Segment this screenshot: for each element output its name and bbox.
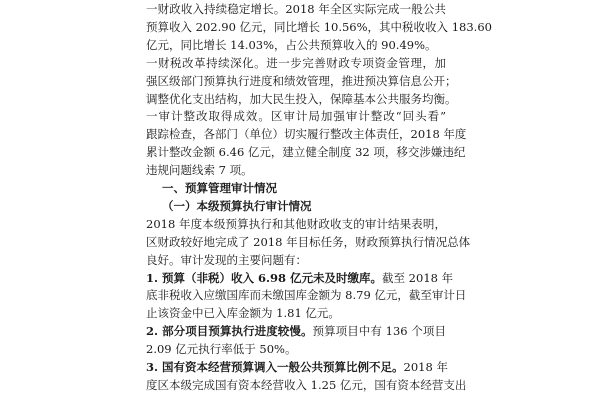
- item3-first-line: [146, 360, 446, 374]
- body-line-1: 2018 年度本级预算执行和其他财政收支的审计结果表明，: [146, 217, 446, 231]
- item1-line-3: 止该资金中已入库金额为 1.81 亿元。: [146, 306, 340, 320]
- item2-line-2: 2.09 亿元执行率低于 50%。: [146, 342, 297, 356]
- item3-rest-text: 2018 年: [403, 360, 448, 374]
- intro-line-9: 累计整改金额 6.46 亿元，建立健全制度 32 项，移交涉嫌违纪: [146, 145, 466, 159]
- intro-line-6: 调整优化支出结构，加大民生投入，保障基本公共服务均衡。: [146, 92, 457, 106]
- intro-line-2: 预算收入 202.90 亿元，同比增长 10.56%，其中税收收入 183.60: [146, 20, 492, 34]
- item2-first-line: [146, 324, 446, 338]
- intro-line-1: 一财政收入持续稳定增长。2018 年全区实际完成一般公共: [146, 2, 446, 16]
- intro-line-8: 跟踪检查，各部门（单位）切实履行整改主体责任，2018 年度: [146, 127, 467, 141]
- item1-line-2: 底非税收入应缴国库而未缴国库金额为 8.79 亿元，截至审计日: [146, 288, 467, 302]
- intro-line-5: 强区级部门预算执行进度和绩效管理，推进预决算信息公开；: [146, 74, 457, 88]
- item3-line-2: 度区本级完成国有资本经营收入 1.25 亿元，国有资本经营支出: [146, 378, 467, 392]
- item1-bold-text: 1. 预算（非税）收入 6.98 亿元未及时缴库。: [146, 271, 383, 285]
- intro-line-7: 一审计整改取得成效。区审计局加强审计整改“回头看”: [146, 109, 446, 123]
- intro-line-10: 违规问题线索 7 项。: [146, 163, 253, 177]
- body-line-2: 区财政较好地完成了 2018 年目标任务，财政预算执行情况总体: [146, 235, 471, 249]
- item2-rest-text: 预算项目中有 136 个项目: [312, 324, 446, 338]
- item2-bold-text: 2. 部分项目预算执行进度较慢。: [146, 324, 313, 338]
- subsection-heading: （一）本级预算执行审计情况: [162, 199, 312, 213]
- item1-rest-text: 截至 2018 年: [382, 271, 454, 285]
- intro-line-3: 亿元，同比增长 14.03%，占公共预算收入的 90.49%。: [146, 38, 437, 52]
- item1-first-line: [146, 271, 454, 285]
- item3-bold-text: 3. 国有资本经营预算调入一般公共预算比例不足。: [146, 360, 404, 374]
- body-line-3: 良好。审计发现的主要问题有：: [146, 253, 307, 267]
- section-heading: 一、预算管理审计情况: [162, 181, 277, 195]
- intro-line-4: 一财税改革持续深化。进一步完善财政专项资金管理，加: [146, 56, 446, 70]
